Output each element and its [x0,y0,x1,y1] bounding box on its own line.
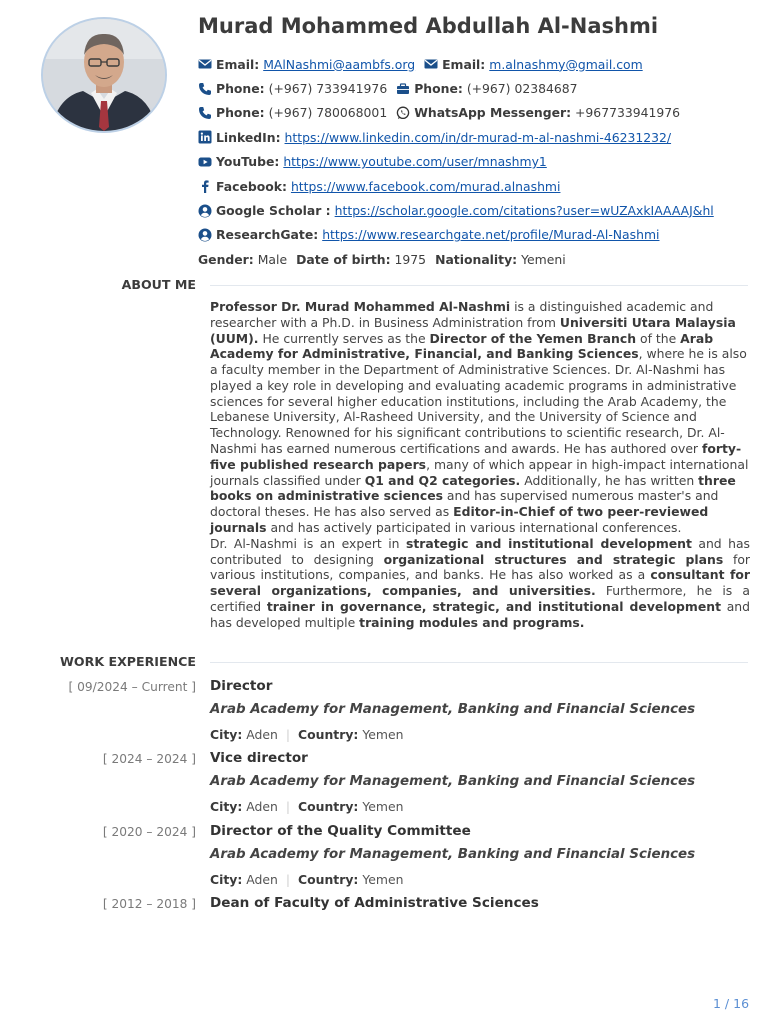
contact-row-email [198,52,758,76]
about-paragraph [210,299,750,536]
contact-item-linkedin [198,130,671,145]
whatsapp-value: +967733941976 [575,105,681,121]
linkedin-icon [198,130,212,144]
text-run: forty-five published research papers [210,441,742,472]
contact-row-youtube [198,150,758,174]
contact-item-work-phone [396,81,577,96]
text-run: Dr. Al-Nashmi is an expert in [210,535,406,551]
job-title: Vice director [210,750,308,766]
country-value: Yemen [362,872,404,887]
date-of-birth-item [296,252,426,267]
whatsapp-label: WhatsApp Messenger: [414,105,572,121]
candidate-name: Murad Mohammed Abdullah Al-Nashmi [198,14,659,38]
user-circle-icon [198,204,212,218]
about-me-heading: ABOUT ME [121,277,196,292]
user-circle-icon [198,228,212,242]
text-run: Q1 and Q2 categories. [364,472,521,488]
facebook-label: Facebook: [216,178,287,194]
youtube-icon [198,155,212,169]
whatsapp-icon [396,106,410,120]
job-dates: [ 2012 – 2018 ] [102,897,196,911]
contact-row-facebook [198,174,758,198]
facebook-link[interactable]: https://www.facebook.com/murad.alnashmi [290,178,561,194]
country-value: Yemen [362,727,404,742]
youtube-label: YouTube: [216,154,280,170]
profile-photo [41,17,167,133]
country-label: Country: [298,727,359,742]
divider: | [285,872,291,887]
briefcase-icon [396,82,410,96]
job-title: Dean of Faculty of Administrative Sciences [210,895,539,911]
phone-label: Phone: [216,81,265,97]
about-me-divider [210,285,748,286]
contact-item-email-2 [424,57,643,72]
text-run: is a distinguished academic and researcher with a Ph.D. in Business Administration from [210,299,714,330]
contact-item-email-1 [198,57,415,72]
contact-item-phone-1 [198,81,387,96]
contact-info [198,52,758,272]
envelope-icon [198,57,212,71]
email-link[interactable]: MAlNashmi@aambfs.org [263,56,416,72]
contact-row-phone [198,76,758,100]
work-experience-heading: WORK EXPERIENCE [60,654,196,669]
phone-value: (+967) 733941976 [268,81,388,97]
phone-value: (+967) 02384687 [466,81,578,97]
phone-icon [198,106,212,120]
text-run: organizational structures and strategic plans [383,551,724,567]
linkedin-link[interactable]: https://www.linkedin.com/in/dr-murad-m-al-nashmi-46231232/ [284,129,672,145]
city-label: City: [210,799,243,814]
contact-item-facebook [198,179,560,194]
google-scholar-label: Google Scholar : [216,203,331,219]
researchgate-link[interactable]: https://www.researchgate.net/profile/Murad-Al-Nashmi [322,227,660,243]
about-paragraph [210,536,750,631]
about-me-text [210,299,750,630]
phone-value: (+967) 780068001 [268,105,388,121]
text-run: Professor Dr. Murad Mohammed Al-Nashmi [210,299,511,314]
date-of-birth-label: Date of birth: [296,251,391,267]
contact-item-google-scholar [198,203,714,218]
contact-item-phone-2 [198,105,387,120]
city-label: City: [210,872,243,887]
text-run: Director of the Yemen Branch [429,330,637,346]
job-location [210,727,403,742]
facebook-icon [198,179,212,193]
text-run: for various institutions, companies, and banks. He has also worked as a [210,551,750,583]
nationality-label: Nationality: [435,251,518,267]
contact-item-youtube [198,154,547,169]
text-run: strategic and institutional development [405,535,692,551]
text-run: and has contributed to designing [210,535,751,567]
contact-item-whatsapp [396,105,680,120]
linkedin-label: LinkedIn: [216,129,281,145]
text-run: He currently serves as the [258,330,430,346]
contact-row-phone-whatsapp [198,101,758,125]
gender-label: Gender: [198,251,254,267]
phone-label: Phone: [414,81,463,97]
phone-label: Phone: [216,105,265,121]
nationality-item [435,252,566,267]
personal-info [198,247,758,271]
text-run: of the [636,330,681,346]
text-run: , where he is also a faculty member in the Department of Administrative Sciences. Dr. Al-Nashmi has played a key role in developing and evaluating academic programs in administrative sciences for several higher education institutions, including the Arab Academy, the Lebanese University, Al-Rasheed University, and the University of Science and Technology. Renowned for his significant contributions to scientific research, Dr. Al-Nashmi has earned numerous certifications and awards. He has authored over [210,346,747,457]
work-experience-divider [210,662,748,663]
text-run: Editor-in-Chief of two peer-reviewed journals [210,504,709,535]
city-label: City: [210,727,243,742]
country-label: Country: [298,872,359,887]
job-location [210,872,403,887]
text-run: consultant for several organizations, companies, and universities. [210,567,750,599]
text-run: Arab Academy for Administrative, Financial, and Banking Sciences [210,330,714,362]
text-run: trainer in governance, strategic, and institutional development [266,598,721,614]
job-dates: [ 2024 – 2024 ] [102,752,196,766]
job-title: Director [210,678,273,694]
job-title: Director of the Quality Committee [210,823,471,839]
researchgate-label: ResearchGate: [216,227,319,243]
profile-photo-image [43,19,165,131]
text-run: Universiti Utara Malaysia (UUM). [210,314,736,346]
phone-icon [198,82,212,96]
job-dates: [ 09/2024 – Current ] [68,680,196,694]
job-organization: Arab Academy for Management, Banking and Financial Sciences [210,702,696,717]
job-organization: Arab Academy for Management, Banking and Financial Sciences [210,774,696,789]
job-dates: [ 2020 – 2024 ] [102,825,196,839]
gender-item [198,252,287,267]
job-location [210,799,403,814]
city-value: Aden [246,872,278,887]
text-run: Furthermore, he is a certified [210,583,750,614]
email-label: Email: [216,56,260,72]
contact-row-google-scholar [198,198,758,222]
envelope-icon [424,57,438,71]
text-run: three books on administrative sciences [210,472,736,504]
city-value: Aden [246,799,278,814]
youtube-link[interactable]: https://www.youtube.com/user/mnashmy1 [283,154,547,170]
email-label: Email: [442,56,486,72]
divider: | [285,799,291,814]
text-run: Additionally, he has written [520,472,699,488]
nationality-value: Yemeni [521,251,566,267]
city-value: Aden [246,727,278,742]
gender-value: Male [257,251,288,267]
country-label: Country: [298,799,359,814]
page-indicator: 1 / 16 [713,996,750,1011]
text-run: training modules and programs. [359,614,585,630]
date-of-birth-value: 1975 [394,251,427,267]
contact-item-researchgate [198,227,659,242]
divider: | [285,727,291,742]
country-value: Yemen [362,799,404,814]
text-run: and has actively participated in various international conferences. [266,519,682,535]
text-run: and has supervised numerous master's and doctoral theses. He has also served as [210,488,719,520]
contact-row-linkedin [198,125,758,149]
contact-row-researchgate [198,223,758,247]
email-link[interactable]: m.alnashmy@gmail.com [489,56,643,72]
text-run: , many of which appear in high-impact international journals classified under [210,456,749,488]
job-organization: Arab Academy for Management, Banking and Financial Sciences [210,847,696,862]
google-scholar-link[interactable]: https://scholar.google.com/citations?user=wUZAxkIAAAAJ&hl [334,203,714,219]
text-run: and has developed multiple [210,598,751,630]
